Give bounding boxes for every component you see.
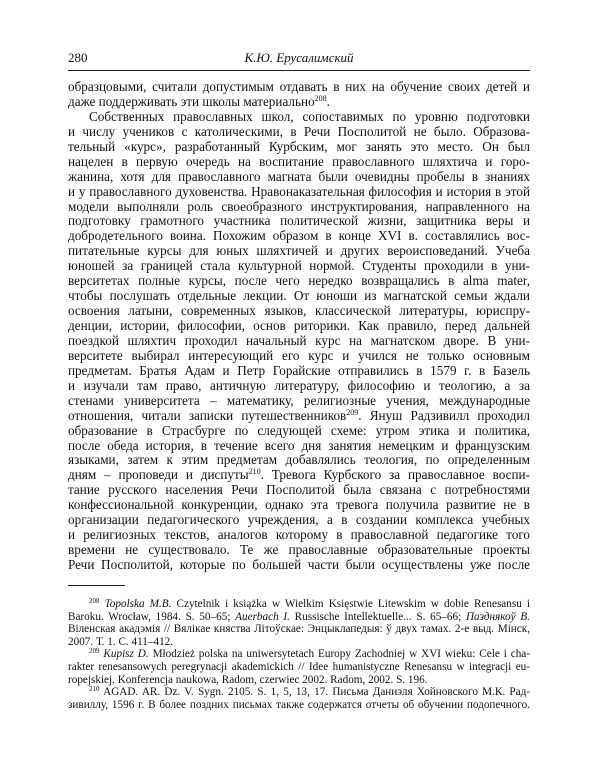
text-segment: чтобы послушать отдельные лекции. От юноши из магнатской семьи ждали [68,288,530,304]
text-segment: rakter renesansowych peregrynacji akademickich // Idee humanistyczne Renesansu w integracji eu- [68,660,530,673]
header-rule [68,70,530,71]
footnote-line [68,623,530,636]
text-segment: добродетельного воина. Похожим образом в конце XVI в. составлялись вос- [68,228,530,244]
text-segment: и религиозных текстов, аналогов которому в православной педагогике того [68,527,530,543]
text-segment: питательные курсы для юных шляхтичей и других вероисповеданий. Учеба [68,243,530,259]
text-segment: подготовку грамотного участника политической жизни, защитника веры и [68,213,530,229]
body-line [68,334,530,349]
text-segment: юношей за границей стала культурной нормой. Студенты проходили в уни- [68,258,530,274]
body-line [68,304,530,319]
text-segment: стенами университета – математику, религиозные учения, международные [68,392,530,408]
body-text [68,80,530,573]
text-segment: и числу учеников с католическими, в Речи Посполитой не было. Образова- [68,123,530,139]
text-segment: образцовыми, считали допустимым отдавать в них на обучение своих детей и [68,79,530,94]
footnote-line [68,661,530,674]
text-segment: Речи Посполитой, которые по большей части были осуществлены уже после [68,557,530,572]
body-line [68,244,530,259]
text-segment: Kupisz D. [103,648,149,661]
body-line [68,528,530,543]
text-segment: верситете выбирал интересующий его курс и учился не только основным [68,347,530,363]
footnote-marker: 208 [314,93,327,103]
text-segment: Czytelnik i książka w Wielkim Księstwie Litewskim w dobie Renesansu i [171,598,531,610]
body-line [68,558,530,573]
text-segment: тание русского населения Речи Посполитой была связана с потребностями [68,482,530,498]
footnote-marker: 210 [248,467,261,477]
body-line [68,274,530,289]
text-segment: Topolska M.B. [104,598,172,610]
text-segment: и изучали там право, античную литературу, философию и теологию, а за [68,377,530,393]
text-segment: Пазднякоў В. [465,610,530,623]
text-segment: 2007. Т. 1. С. 411–412. [68,635,174,648]
body-line [68,349,530,364]
text-segment: отношения, читали записки путешественников [68,407,347,423]
body-line [68,125,530,140]
footnote-marker: 209 [89,647,100,656]
body-line [68,409,530,424]
text-segment: AGAD. AR. Dz. V. Sygn. 2105. S. 1, 5, 13, 17. Письма Даниэля Хойновского М.К. Рад- [99,686,530,699]
text-segment: Віленская акадэмія // Вялікае княства Літоўскае: Энцыклапедыя: ў двух тамах. 2-е выд. Мінск, [68,623,530,636]
text-segment: денции, истории, философии, основ риторики. Как правило, перед дальней [68,318,530,333]
body-line [68,289,530,304]
footnote-marker: 208 [89,597,100,605]
body-line [68,513,530,528]
text-segment: нацелен в первую очередь на воспитание православного шляхтича и горо- [68,153,530,169]
page-number: 280 [68,50,88,65]
body-line [68,214,530,229]
body-line [68,110,530,125]
text-segment: Russische Intellektuelle... S. 65–66; [289,610,466,623]
body-line [68,200,530,215]
text-segment: конфессиональной конкуренции, однако эта тревога получила развитие не в [68,497,530,513]
text-segment: Собственных православных школ, сопоставимых по уровню подготовки [89,108,530,124]
text-segment: зивиллу, 1596 г. В более поздних письмах также содержатся отчеты об обучении подопечного. [68,698,530,711]
footnote-line [68,611,530,624]
text-segment: Baroku. Wrocław, 1984. S. 50–65; [68,610,236,623]
body-line [68,439,530,454]
body-line [68,394,530,409]
text-segment: образование в Страсбурге по следующей схеме: утром этика и политика, [68,422,530,438]
footnote-marker: 210 [89,685,100,694]
body-line [68,155,530,170]
text-segment: модели выполняли роль своеобразного инструктирования, направленного на [68,198,530,214]
text-segment: даже поддерживать эти школы материально [68,93,315,109]
body-line [68,95,530,110]
footnote-line [68,686,530,699]
body-line [68,379,530,394]
text-segment: . Януш Радзивилл проходил [358,407,530,423]
text-segment: жанина, хотя для православного магната были очевидны пробелы в знаниях [68,168,530,184]
page-header [68,48,530,68]
footnote-marker: 209 [346,407,359,417]
body-line [68,80,530,95]
body-line [68,498,530,513]
body-line [68,229,530,244]
body-line [68,453,530,468]
text-segment: . Тревога Курбского за православное воспи- [260,467,530,483]
body-line [68,364,530,379]
text-segment: поездкой шляхтич проходил начальный курс на магнатском дворе. В уни- [68,332,530,348]
footnote-line [68,598,530,611]
text-segment: Auerbach I. [235,610,290,623]
body-line [68,543,530,558]
text-segment: организации педагогического учреждения, а в создании комплекса учебных [68,512,530,528]
body-line [68,468,530,483]
body-line [68,140,530,155]
body-line [68,170,530,185]
text-segment: после обеда история, в течение всего дня занятия немецким и французским [68,437,530,453]
footnote-line [68,699,530,712]
text-segment: освоения латыни, современных языков, классической литературы, юриспру- [68,303,530,319]
footnotes [68,598,530,711]
footnote-line [68,636,530,649]
body-line [68,424,530,439]
text-segment: тельный «курс», разработанный Курбским, мог занять это место. Он был [68,138,530,154]
running-title: К.Ю. Ерусалимский [244,50,354,65]
text-segment: Młodzież polska na uniwersytetach Europy Zachodniej w XVI wieku: Cele i cha- [148,648,531,661]
text-segment: ropejskiej. Konferencja naukowa, Radom, czerwiec 2002. Radom, 2002. S. 196. [68,673,428,686]
text-segment: дням – проповеди и диспуты [68,467,249,483]
body-line [68,185,530,200]
text-segment: . [326,93,330,109]
footnote-separator [68,585,125,586]
body-line [68,319,530,334]
text-segment: языками, затем к этим предметам добавлялись теология, по определенным [68,452,530,468]
footnote-line [68,674,530,687]
text-segment: верситетах полные курсы, после чего нередко возвращались в alma mater, [68,273,530,289]
text-segment: предметам. Братья Адам и Петр Горайские отправились в 1579 г. в Базель [68,362,530,378]
body-line [68,259,530,274]
text-segment: и у православного духовенства. Нравонаказательная философия и история в этой [68,183,530,199]
footnote-line [68,648,530,661]
body-line [68,483,530,498]
text-segment: времени не существовало. Те же православные образовательные проекты [68,542,530,558]
